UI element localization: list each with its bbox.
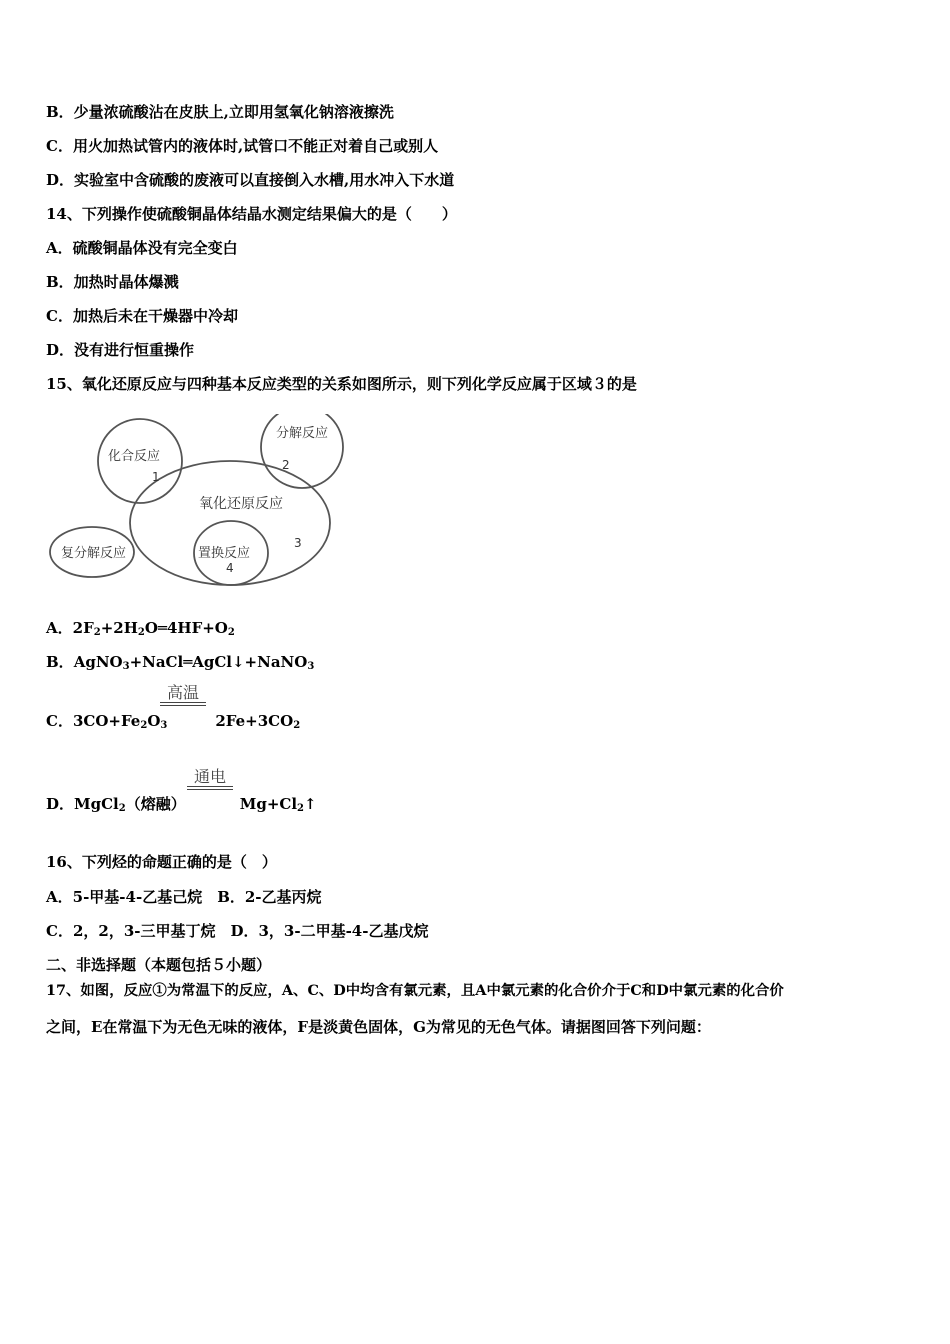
q13-option-b: B．少量浓硫酸沾在皮肤上,立即用氢氧化钠溶液擦洗	[46, 103, 394, 121]
q15-option-b: B．AgNO$_3$+NaCl═AgCl↓+NaNO$_3$	[46, 653, 315, 672]
section-2-heading: 二、非选择题（本题包括５小题）	[46, 956, 272, 974]
q15-stem: 15、氧化还原反应与四种基本反应类型的关系如图所示，则下列化学反应属于区域３的是	[46, 375, 637, 393]
q15-option-a: A．$2F_2+2H_2O═4HF+O_2$	[46, 619, 235, 638]
q15-option-c: C．$3CO+Fe_2O_3$ $2Fe+3CO_2$	[46, 712, 301, 731]
region-1-label: 1	[152, 470, 160, 484]
reaction-type-venn-diagram	[44, 414, 348, 590]
double-decomposition-label: 复分解反应	[61, 546, 127, 561]
region-3-label: 3	[294, 536, 302, 550]
q16-options-cd: C．2，2，3-三甲基丁烷 D．3，3-二甲基-4-乙基戊烷	[46, 922, 429, 940]
region-2-label: 2	[282, 458, 290, 472]
q15-option-d: D．MgCl$_2$（熔融） $Mg+Cl_2↑$	[46, 795, 317, 814]
high-temperature-condition: 高温	[160, 684, 206, 706]
q14-option-c: C．加热后未在干燥器中冷却	[46, 307, 238, 325]
q14-stem: 14、下列操作使硫酸铜晶体结晶水测定结果偏大的是（ ）	[46, 205, 457, 223]
redox-label: 氧化还原反应	[199, 496, 283, 512]
condition-double-line	[187, 786, 233, 790]
electrolysis-condition: 通电	[187, 768, 233, 790]
region-4-label: 4	[226, 561, 234, 575]
decomposition-label: 分解反应	[276, 426, 329, 441]
q14-option-a: A．硫酸铜晶体没有完全变白	[46, 239, 238, 257]
q17-stem-line-1: 17、如图，反应①为常温下的反应，A、C、D中均含有氯元素，且A中氯元素的化合价介于C和D中氯元素的化合价	[46, 982, 784, 999]
q13-option-c: C．用火加热试管内的液体时,试管口不能正对着自己或别人	[46, 137, 439, 155]
q14-option-d: D．没有进行恒重操作	[46, 341, 195, 359]
displacement-label: 置换反应	[198, 546, 251, 561]
q16-options-ab: A．5-甲基-4-乙基己烷 B．2-乙基丙烷	[46, 888, 322, 906]
combination-label: 化合反应	[108, 449, 161, 464]
q13-option-d: D．实验室中含硫酸的废液可以直接倒入水槽,用水冲入下水道	[46, 171, 455, 189]
q17-stem-line-2: 之间，E在常温下为无色无味的液体，F是淡黄色固体，G为常见的无色气体。请据图回答下列问题：	[46, 1018, 711, 1036]
q14-option-b: B．加热时晶体爆溅	[46, 273, 179, 291]
condition-double-line	[160, 702, 206, 706]
q16-stem: 16、下列烃的命题正确的是（ ）	[46, 853, 277, 871]
